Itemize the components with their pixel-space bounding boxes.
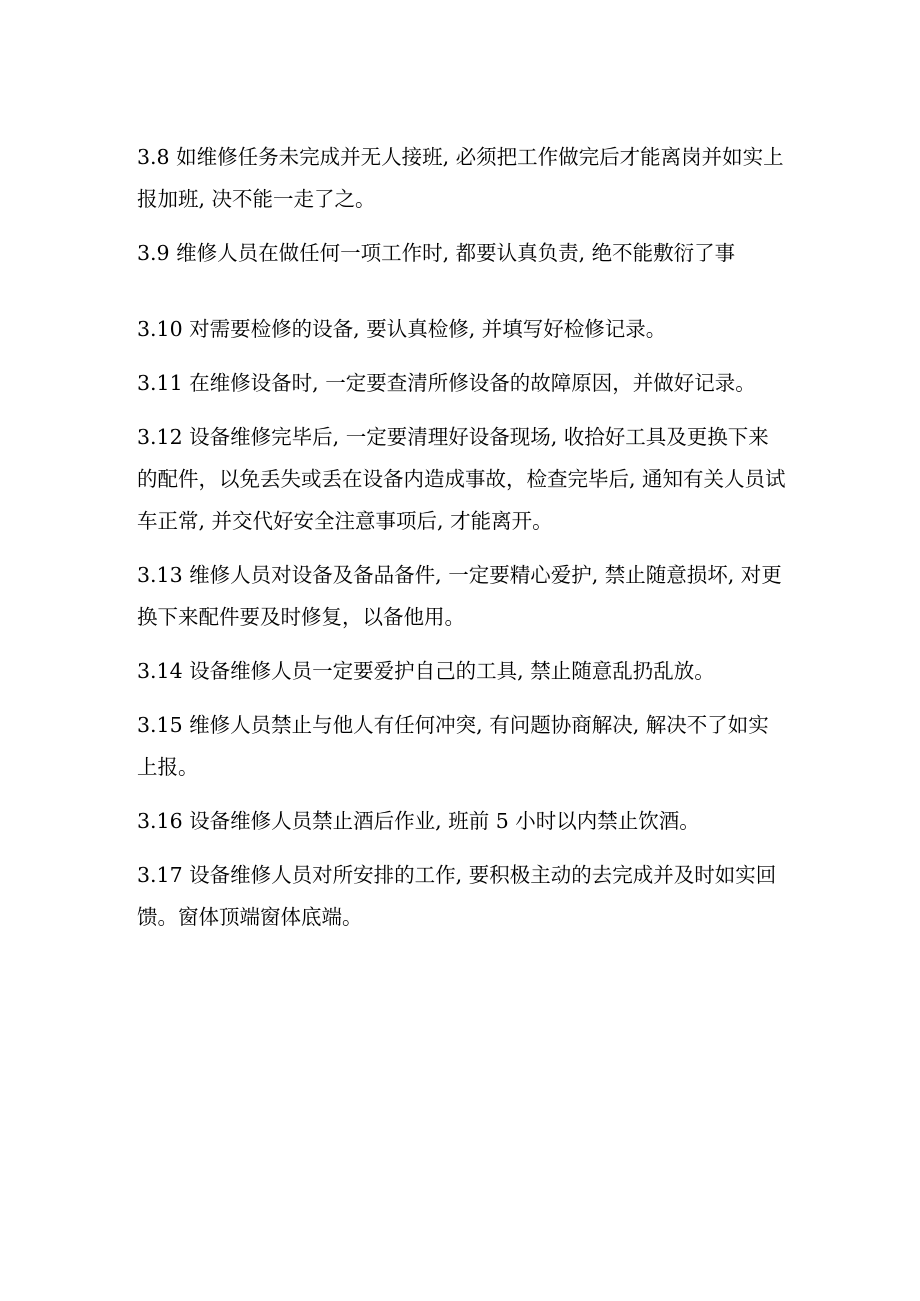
paragraph-3-11: 3.11 在维修设备时, 一定要查清所修设备的故障原因，并做好记录。 [137, 371, 756, 395]
paragraph-3-13: 3.13 维修人员对设备及备品备件, 一定要精心爱护, 禁止随意损坏, 对更换下来配件要及时修复，以备他用。 [137, 563, 782, 629]
paragraph-3-14: 3.14 设备维修人员一定要爱护自己的工具, 禁止随意乱扔乱放。 [137, 659, 715, 683]
paragraph-3-16: 3.16 设备维修人员禁止酒后作业, 班前 5 小时以内禁止饮酒。 [137, 809, 700, 833]
paragraph-3-8: 3.8 如维修任务未完成并无人接班, 必须把工作做完后才能离岗并如实上报加班, 决不能一走了之。 [137, 145, 784, 211]
paragraph-3-15: 3.15 维修人员禁止与他人有任何冲突, 有问题协商解决, 解决不了如实上报。 [137, 713, 769, 779]
paragraph-3-10: 3.10 对需要检修的设备, 要认真检修, 并填写好检修记录。 [137, 317, 667, 341]
document-body [137, 136, 787, 950]
paragraph-3-12: 3.12 设备维修完毕后, 一定要清理好设备现场, 收拾好工具及更换下来的配件，以免丢失或丢在设备内造成事故，检查完毕后, 通知有关人员试车正常, 并交代好安全注意事项后, 才能离开。 [137, 425, 786, 533]
paragraph-3-9: 3.9 维修人员在做任何一项工作时, 都要认真负责, 绝不能敷衍了事 [137, 241, 736, 265]
paragraph-3-17: 3.17 设备维修人员对所安排的工作, 要积极主动的去完成并及时如实回馈。窗体顶端窗体底端。 [137, 863, 777, 929]
